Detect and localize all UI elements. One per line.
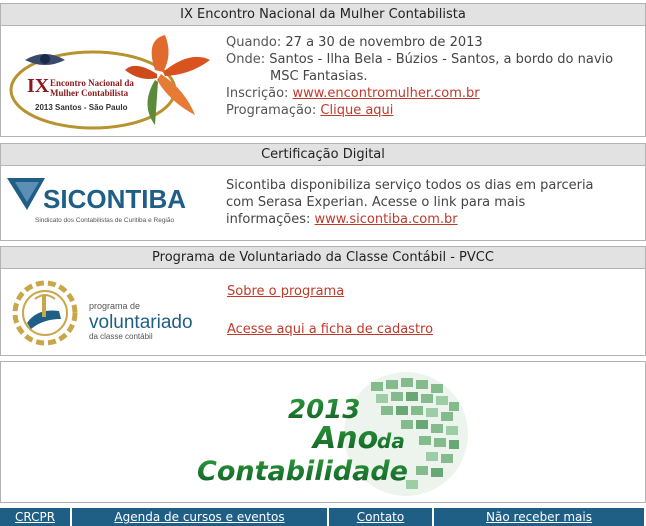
signup-label: Inscrição:: [226, 86, 289, 101]
cert-section: [0, 143, 646, 241]
where-value-cont: MSC Fantasias.: [270, 69, 368, 84]
event-section: [0, 3, 646, 137]
banner-year: 2013: [288, 395, 361, 425]
banner-word: Contabilidade: [197, 456, 408, 487]
voluntariado-logo-l2: voluntariado: [89, 312, 193, 333]
event-logo-line3: 2013 Santos - São Paulo: [35, 103, 128, 112]
when-label: Quando:: [226, 35, 282, 50]
cert-text: [226, 177, 641, 228]
event-logo: [5, 30, 217, 134]
about-program-link[interactable]: Sobre o programa: [227, 284, 345, 299]
where-label: Onde:: [226, 52, 266, 67]
event-logo-line2: Mulher Contabilista: [50, 88, 129, 98]
event-header: IX Encontro Nacional da Mulher Contabilista: [1, 4, 645, 26]
ano-contabilidade-banner: [1, 362, 645, 502]
sicontiba-name: SICONTIBA: [43, 184, 186, 214]
banner-section: [0, 361, 646, 503]
volunteer-section: [0, 246, 646, 356]
lily-flower-icon: [125, 35, 210, 125]
footer-link-agenda[interactable]: Agenda de cursos e eventos: [72, 508, 327, 526]
signup-form-link[interactable]: Acesse aqui a ficha de cadastro: [227, 322, 434, 337]
sicontiba-sub: Sindicato dos Contabilistas de Curitiba e Região: [35, 217, 175, 224]
cert-text-2: com Serasa Experian. Acesse o link para mais: [226, 195, 526, 210]
banner-ano: Ano: [313, 421, 379, 456]
banner-da: da: [377, 429, 405, 453]
sicontiba-logo: [5, 174, 217, 234]
voluntariado-logo-l3: da classe contábil: [89, 332, 153, 341]
footer-link-contato[interactable]: Contato: [329, 508, 432, 526]
when-value: 27 a 30 de novembro de 2013: [285, 35, 483, 50]
event-details: [226, 34, 641, 119]
cert-text-1: Sicontiba disponibiliza serviço todos os dias em parceria: [226, 178, 594, 193]
cert-header: Certificação Digital: [1, 144, 645, 166]
gear-hands-icon: [15, 283, 75, 343]
event-logo-line1: Encontro Nacional da: [50, 78, 134, 88]
footer-nav: [0, 508, 646, 526]
sicontiba-triangle-icon: [7, 178, 45, 210]
voluntariado-logo: [7, 273, 219, 353]
program-link[interactable]: Clique aqui: [320, 103, 394, 118]
footer-link-unsubscribe[interactable]: Não receber mais: [434, 508, 644, 526]
volunteer-header: Programa de Voluntariado da Classe Contábil - PVCC: [1, 247, 645, 269]
cert-text-3: informações:: [226, 212, 311, 227]
program-label: Programação:: [226, 103, 317, 118]
event-logo-numeral: IX: [27, 75, 50, 97]
voluntariado-logo-l1: programa de: [89, 301, 141, 311]
signup-link[interactable]: www.encontromulher.com.br: [292, 86, 480, 101]
footer-link-crcpr[interactable]: CRCPR: [0, 508, 70, 526]
sicontiba-link[interactable]: www.sicontiba.com.br: [314, 212, 458, 227]
where-value: Santos - Ilha Bela - Búzios - Santos, a bordo do navio: [269, 52, 614, 67]
